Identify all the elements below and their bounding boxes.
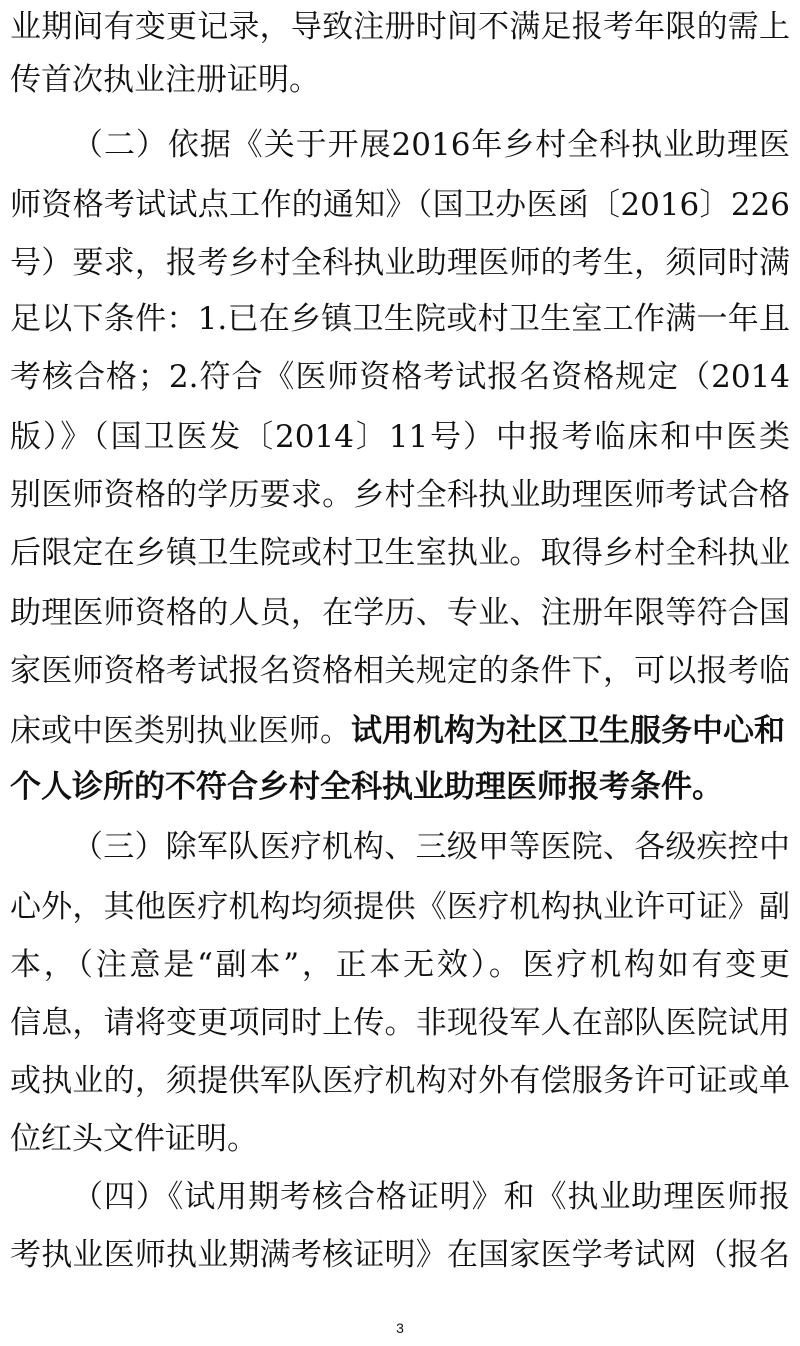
paragraph-2-line-11-text: 床或中医类别执业医师。: [10, 713, 351, 749]
paragraph-3-line-1: （三）除军队医疗机构、三级甲等医院、各级疾控中: [72, 829, 790, 865]
bold-notice-start: 试用机构为社区卫生服务中心和: [351, 713, 785, 749]
paragraph-3-line-3: 本，（注意是“副本”，正本无效）。医疗机构如有变更: [10, 947, 790, 983]
paragraph-2-line-10: 家医师资格考试报名资格相关规定的条件下，可以报考临: [10, 653, 790, 689]
text-line-2: 传首次执业注册证明。: [10, 62, 320, 98]
paragraph-2-line-11: [10, 706, 790, 756]
paragraph-4-line-1: （四）《试用期考核合格证明》和《执业助理医师报: [72, 1179, 790, 1215]
paragraph-2-line-7: 别医师资格的学历要求。乡村全科执业助理医师考试合格: [10, 477, 790, 513]
paragraph-3-line-4: 信息，请将变更项同时上传。非现役军人在部队医院试用: [10, 1005, 790, 1041]
page-number: 3: [396, 1320, 404, 1336]
paragraph-2-line-6: 版）》（国卫医发〔2014〕11号）中报考临床和中医类: [10, 419, 790, 455]
paragraph-3-line-5: 或执业的，须提供军队医疗机构对外有偿服务许可证或单: [10, 1063, 790, 1099]
paragraph-2-line-9: 助理医师资格的人员，在学历、专业、注册年限等符合国: [10, 595, 790, 631]
paragraph-2-line-1: （二）依据《关于开展2016年乡村全科执业助理医: [72, 127, 790, 163]
paragraph-2-line-4: 足以下条件：1.已在乡镇卫生院或村卫生室工作满一年且: [10, 301, 790, 337]
paragraph-3-line-6: 位红头文件证明。: [10, 1121, 258, 1157]
text-line-1: 业期间有变更记录，导致注册时间不满足报考年限的需上: [10, 9, 790, 45]
paragraph-4-line-2: 考执业医师执业期满考核证明》在国家医学考试网（报名: [10, 1237, 790, 1273]
paragraph-3-line-2: 心外，其他医疗机构均须提供《医疗机构执业许可证》副: [10, 889, 790, 925]
paragraph-2-line-8: 后限定在乡镇卫生院或村卫生室执业。取得乡村全科执业: [10, 535, 790, 571]
paragraph-2-line-5: 考核合格；2.符合《医师资格考试报名资格规定（2014: [10, 359, 790, 395]
paragraph-2-line-3: 号）要求，报考乡村全科执业助理医师的考生，须同时满: [10, 245, 790, 281]
paragraph-2-line-2: 师资格考试试点工作的通知》（国卫办医函〔2016〕226: [10, 187, 790, 223]
bold-notice-end: 个人诊所的不符合乡村全科执业助理医师报考条件。: [10, 769, 723, 805]
